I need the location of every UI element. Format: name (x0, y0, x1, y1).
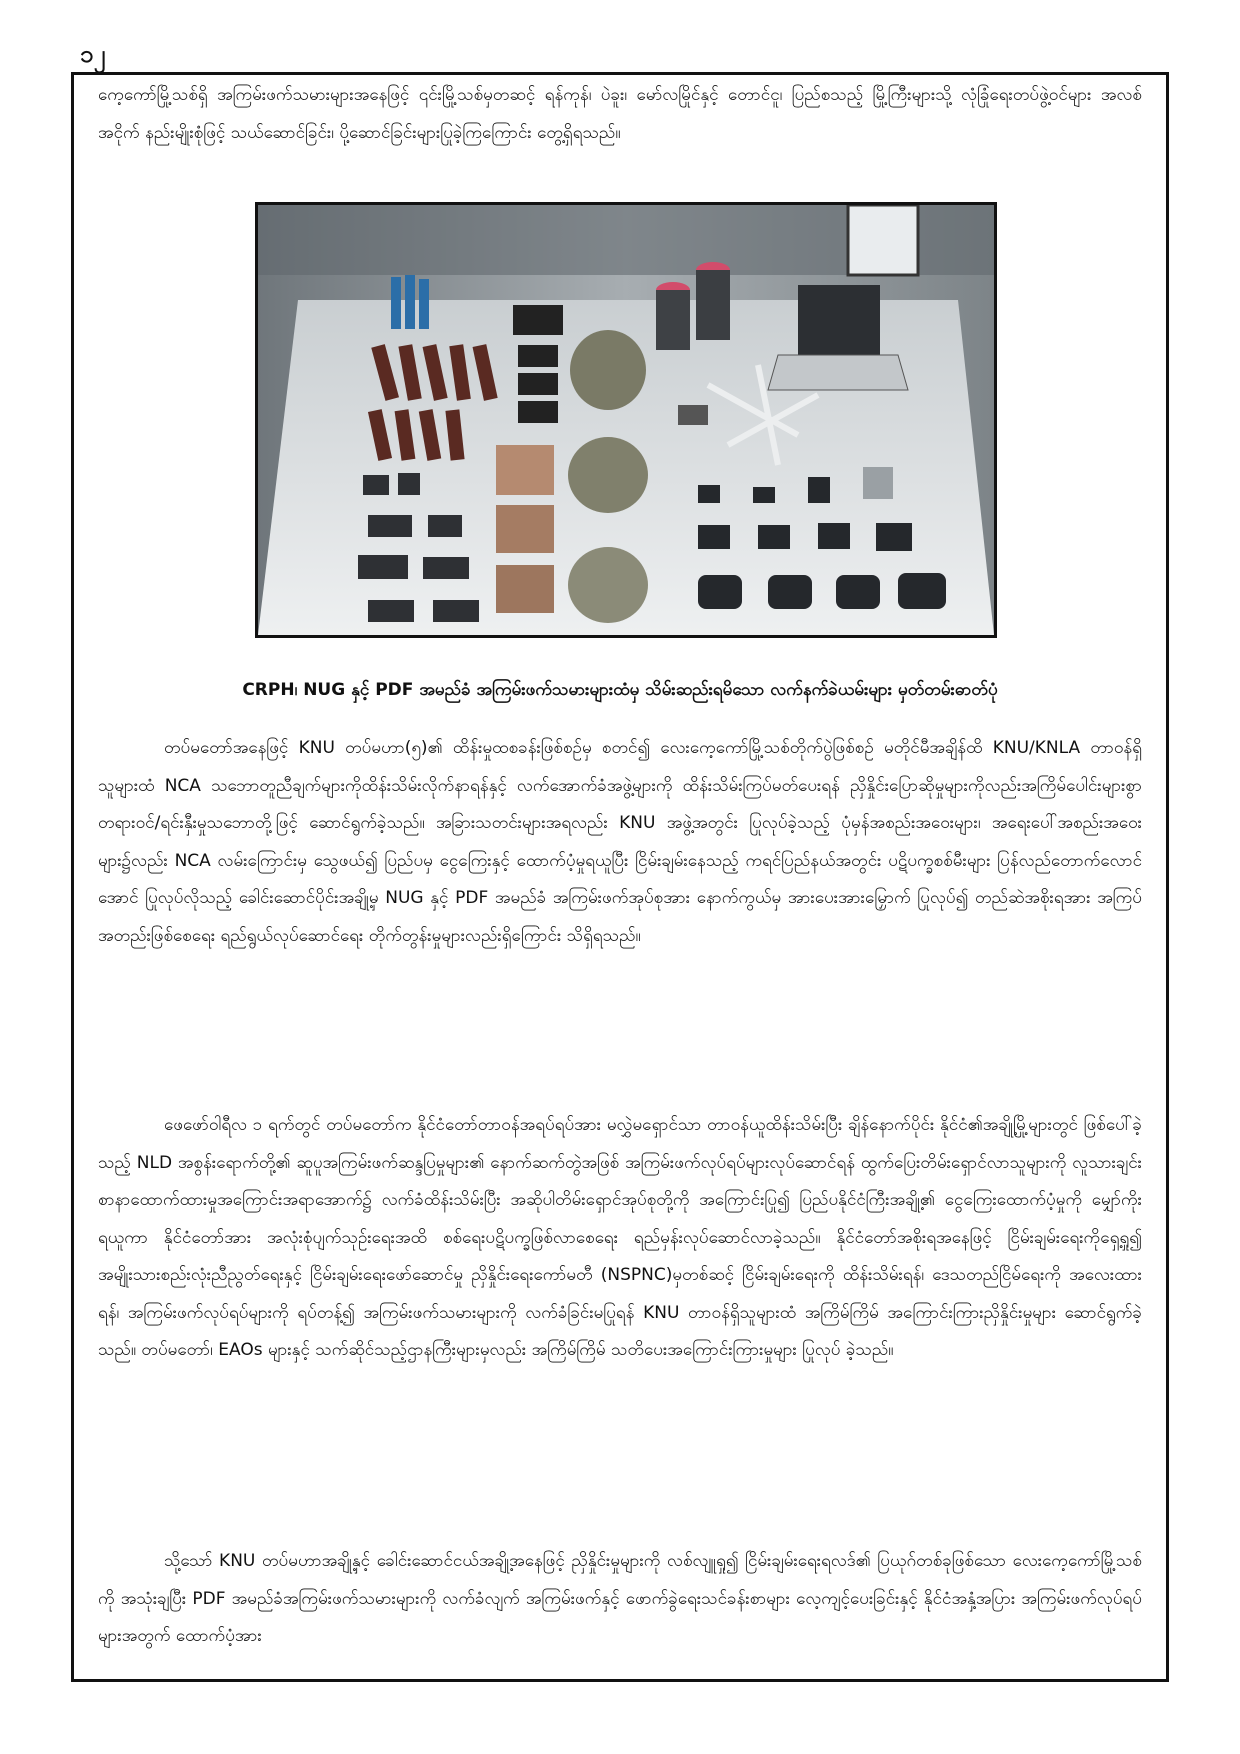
figure-caption: CRPH၊ NUG နှင့် PDF အမည်ခံ အကြမ်းဖက်သမားများထံမှ သိမ်းဆည်းရမိသော လက်နက်ခဲယမ်းများ မှတ်တမ်းဓာတ်ပုံ (242, 680, 998, 700)
paragraph-3: ဖေဖော်ဝါရီလ ၁ ရက်တွင် တပ်မတော်က နိုင်ငံတော်တာဝန်အရပ်ရပ်အား မလွှဲမရှောင်သာ တာဝန်ယူထိန်းသိမ်းပြီး ချိန်နောက်ပိုင်း နိုင်ငံ၏အချို့မြို့များတွင် ဖြစ်ပေါ်ခဲ့သည့် NLD အစွန်းရောက်တို့၏ ဆူပူအကြမ်းဖက်ဆန္ဒပြမှုများ၏ နောက်ဆက်တွဲအဖြစ် အကြမ်းဖက်လုပ်ရပ်များလုပ်ဆောင်ရန် ထွက်ပြေးတိမ်းရှောင်လာသူများကို လူသားချင်း စာနာထောက်ထားမှုအကြောင်းအရာအောက်၌ လက်ခံထိန်းသိမ်းပြီး အဆိုပါတိမ်းရှောင်အုပ်စုတို့ကို အကြောင်းပြု၍ ပြည်ပနိုင်ငံကြီးအချို့၏ ငွေကြေးထောက်ပံ့မှုကို မျှော်ကိုးရယူကာ နိုင်ငံတော်အား အလုံးစုံပျက်သုဉ်းရေးအထိ စစ်ရေးပဋိပက္ခဖြစ်လာစေရေး ရည်မှန်းလုပ်ဆောင်လာခဲ့သည်။ နိုင်ငံတော်အစိုးရအနေဖြင့် ငြိမ်းချမ်းရေးကိုရှေ့ရှု၍ အမျိုးသားစည်းလုံးညီညွတ်ရေးနှင့် ငြိမ်းချမ်းရေးဖော်ဆောင်မှု ညှိနှိုင်းရေးကော်မတီ (NSPNC)မှတစ်ဆင့် ငြိမ်းချမ်းရေးကို ထိန်းသိမ်းရန်၊ ဒေသတည်ငြိမ်ရေးကို အလေးထားရန်၊ အကြမ်းဖက်လုပ်ရပ်များကို ရပ်တန့်၍ အကြမ်းဖက်သမားများကို လက်ခံခြင်းမပြုရန် KNU တာဝန်ရှိသူများထံ အကြိမ်ကြိမ် အကြောင်းကြားညှိနှိုင်းမှုများ ဆောင်ရွက်ခဲ့သည်။ တပ်မတော်၊ EAOs များနှင့် သက်ဆိုင်သည့်ဌာနကြီးများမှလည်း အကြိမ်ကြိမ် သတိပေးအကြောင်းကြားမှုများ ပြုလုပ် ခဲ့သည်။ (98, 1115, 1142, 1360)
page-number: ၁၂ (80, 40, 106, 68)
page-frame (71, 72, 1169, 1682)
seized-weapons-photo (255, 202, 997, 638)
paragraph-1: ကေ့ကော်မြို့သစ်ရှိ အကြမ်းဖက်သမားများအနေဖြင့် ၎င်းမြို့သစ်မှတဆင့် ရန်ကုန်၊ ပဲခူး၊ မော်လမြိုင်နှင့် တောင်ငူ၊ ပြည်စသည့် မြို့ကြီးများသို့ လုံခြုံရေးတပ်ဖွဲ့ဝင်များ အလစ်အငိုက် နည်းမျိုးစုံဖြင့် သယ်ဆောင်ခြင်း၊ ပို့ဆောင်ခြင်းများပြုခဲ့ကြကြောင်း တွေ့ရှိရသည်။ (98, 85, 1142, 143)
paragraph-2: တပ်မတော်အနေဖြင့် KNU တပ်မဟာ(၅)၏ ထိန်းမှုထစခန်းဖြစ်စဉ်မှ စတင်၍ လေးကေ့ကော်မြို့သစ်တိုက်ပွဲဖြစ်စဉ် မတိုင်မီအချိန်ထိ KNU/KNLA တာဝန်ရှိသူများထံ NCA သဘောတူညီချက်များကိုထိန်းသိမ်းလိုက်နာရန်နှင့် လက်အောက်ခံအဖွဲ့များကို ထိန်းသိမ်းကြပ်မတ်ပေးရန် ညှိနှိုင်းပြောဆိုမှုများကိုလည်းအကြိမ်ပေါင်းများစွာ တရားဝင်/ရင်းနှီးမှုသဘောတို့ဖြင့် ဆောင်ရွက်ခဲ့သည်။ အခြားသတင်းများအရလည်း KNU အဖွဲ့အတွင်း ပြုလုပ်ခဲ့သည့် ပုံမှန်အစည်းအဝေးများ၊ အရေးပေါ်အစည်းအဝေးများ၌လည်း NCA လမ်းကြောင်းမှ သွေဖယ်၍ ပြည်ပမှ ငွေကြေးနှင့် ထောက်ပံ့မှုရယူပြီး ငြိမ်းချမ်းနေသည့် ကရင်ပြည်နယ်အတွင်း ပဋိပက္ခစစ်မီးများ ပြန်လည်တောက်လောင်အောင် ပြုလုပ်လိုသည့် ခေါင်းဆောင်ပိုင်းအချို့မှ NUG နှင့် PDF အမည်ခံ အကြမ်းဖက်အုပ်စုအား နောက်ကွယ်မှ အားပေးအားမြှောက် ပြုလုပ်၍ တည်ဆဲအစိုးရအား အကြပ်အတည်းဖြစ်စေရေး ရည်ရွယ်လုပ်ဆောင်ရေး တိုက်တွန်းမှုများလည်းရှိကြောင်း သိရှိရသည်။ (98, 738, 1142, 946)
photo-illustration (258, 205, 994, 635)
paragraph-4: သို့သော် KNU တပ်မဟာအချို့နှင့် ခေါင်းဆောင်ငယ်အချို့အနေဖြင့် ညှိနှိုင်းမှုများကို လစ်လျူရှု၍ ငြိမ်းချမ်းရေးရလဒ်၏ ပြယုဂ်တစ်ခုဖြစ်သော လေးကေ့ကော်မြို့သစ်ကို အသုံးချပြီး PDF အမည်ခံအကြမ်းဖက်သမားများကို လက်ခံလျက် အကြမ်းဖက်နှင့် ဖောက်ခွဲရေးသင်ခန်းစာများ လေ့ကျင့်ပေးခြင်းနှင့် နိုင်ငံအနှံ့အပြား အကြမ်းဖက်လုပ်ရပ်များအတွက် ထောက်ပံ့အား (98, 1551, 1142, 1646)
